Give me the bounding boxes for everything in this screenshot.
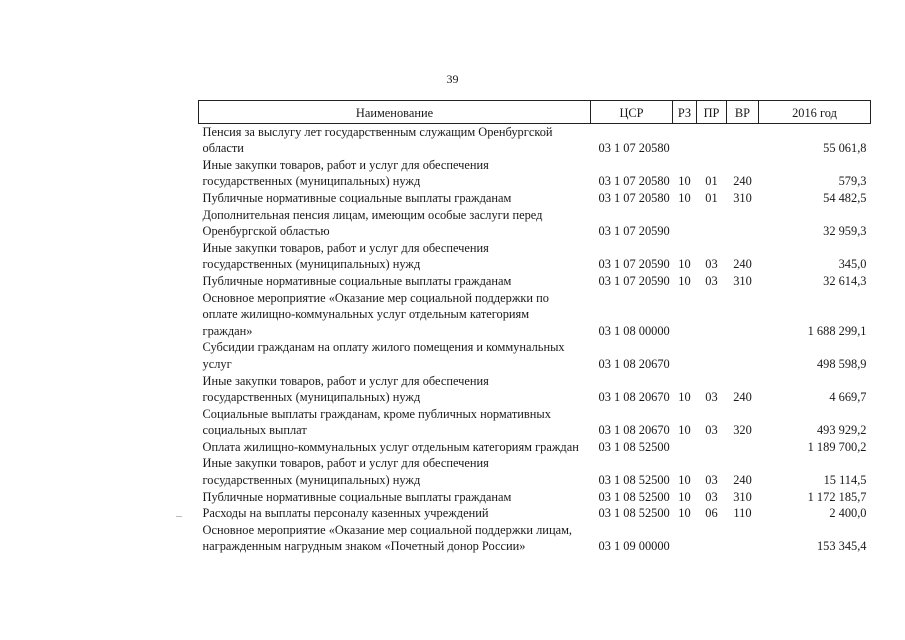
table-row xyxy=(199,339,871,372)
table-row xyxy=(199,505,871,522)
row-vr: 310 xyxy=(733,489,752,504)
row-csr: 03 1 07 20590 xyxy=(598,273,670,288)
row-sum: 54 482,5 xyxy=(823,190,867,205)
row-csr: 03 1 07 20580 xyxy=(598,174,670,189)
row-name: Иные закупки товаров, работ и услуг для обеспечения государственных (муниципальных) нужд xyxy=(202,157,489,189)
row-name: Публичные нормативные социальные выплаты гражданам xyxy=(202,273,512,288)
row-pr xyxy=(697,439,727,456)
row-pr xyxy=(697,207,727,240)
row-pr xyxy=(697,123,727,157)
row-vr xyxy=(727,123,759,157)
row-vr xyxy=(727,339,759,372)
table-row xyxy=(199,273,871,290)
row-name: Социальные выплаты гражданам, кроме публичных нормативных социальных выплат xyxy=(202,406,551,438)
table-body xyxy=(199,123,871,555)
row-rz: 10 xyxy=(678,506,691,521)
row-vr xyxy=(727,207,759,240)
row-pr xyxy=(697,290,727,340)
row-vr: 110 xyxy=(733,506,752,521)
row-pr: 01 xyxy=(705,174,718,189)
row-rz xyxy=(673,339,697,372)
page-number: 39 xyxy=(446,72,459,86)
row-rz xyxy=(673,290,697,340)
header-rz: РЗ xyxy=(673,101,697,124)
row-rz xyxy=(673,439,697,456)
row-vr: 310 xyxy=(733,190,752,205)
row-csr: 03 1 07 20580 xyxy=(598,190,670,205)
row-name: Субсидии гражданам на оплату жилого помещения и коммунальных услуг xyxy=(202,340,565,371)
header-name: Наименование xyxy=(199,101,591,124)
header-csr: ЦСР xyxy=(591,101,673,124)
row-rz: 10 xyxy=(678,174,691,189)
row-rz xyxy=(673,522,697,555)
row-sum: 1 688 299,1 xyxy=(807,323,867,338)
row-pr: 01 xyxy=(705,190,718,205)
table-row xyxy=(199,123,871,157)
row-csr: 03 1 08 52500 xyxy=(598,439,670,454)
row-sum: 32 614,3 xyxy=(823,273,867,288)
row-csr: 03 1 07 20580 xyxy=(598,141,670,156)
row-sum: 493 929,2 xyxy=(816,423,867,438)
row-vr: 240 xyxy=(733,174,752,189)
row-sum: 1 189 700,2 xyxy=(807,439,867,454)
row-sum: 345,0 xyxy=(838,257,867,272)
row-vr xyxy=(727,522,759,555)
row-csr: 03 1 07 20590 xyxy=(598,257,670,272)
row-sum: 498 598,9 xyxy=(816,356,867,371)
row-pr: 03 xyxy=(705,489,718,504)
header-year: 2016 год xyxy=(759,101,871,124)
row-csr: 03 1 08 20670 xyxy=(598,423,670,438)
row-vr xyxy=(727,290,759,340)
row-pr xyxy=(697,522,727,555)
row-rz: 10 xyxy=(678,473,691,488)
row-pr: 03 xyxy=(705,257,718,272)
row-name: Иные закупки товаров, работ и услуг для обеспечения государственных (муниципальных) нужд xyxy=(202,240,489,272)
row-rz: 10 xyxy=(678,390,691,405)
row-pr: 03 xyxy=(705,273,718,288)
row-name: Публичные нормативные социальные выплаты гражданам xyxy=(202,489,512,504)
table-row xyxy=(199,439,871,456)
row-name: Расходы на выплаты персоналу казенных учреждений xyxy=(202,506,489,521)
row-pr: 03 xyxy=(705,390,718,405)
row-csr: 03 1 08 00000 xyxy=(598,323,670,338)
row-vr: 240 xyxy=(733,390,752,405)
row-csr: 03 1 09 00000 xyxy=(598,539,670,554)
row-csr: 03 1 07 20590 xyxy=(598,224,670,239)
row-csr: 03 1 08 20670 xyxy=(598,356,670,371)
row-name: Оплата жилищно-коммунальных услуг отдельным категориям граждан xyxy=(202,439,579,454)
row-name: Дополнительная пенсия лицам, имеющим особые заслуги перед Оренбургской областью xyxy=(202,207,543,239)
header-pr: ПР xyxy=(697,101,727,124)
row-pr xyxy=(697,339,727,372)
row-rz: 10 xyxy=(678,190,691,205)
row-csr: 03 1 08 52500 xyxy=(598,489,670,504)
header-vr: ВР xyxy=(727,101,759,124)
table-row xyxy=(199,489,871,506)
row-pr: 06 xyxy=(705,506,718,521)
row-rz: 10 xyxy=(678,489,691,504)
table-row xyxy=(199,406,871,439)
table-row xyxy=(199,207,871,240)
row-name: Публичные нормативные социальные выплаты гражданам xyxy=(202,190,512,205)
row-rz: 10 xyxy=(678,257,691,272)
margin-mark xyxy=(176,516,182,517)
table-row xyxy=(199,240,871,273)
row-sum: 55 061,8 xyxy=(823,141,867,156)
row-rz: 10 xyxy=(678,273,691,288)
row-sum: 153 345,4 xyxy=(816,539,867,554)
table-row xyxy=(199,157,871,190)
row-rz: 10 xyxy=(678,423,691,438)
row-sum: 15 114,5 xyxy=(823,473,867,488)
row-name: Иные закупки товаров, работ и услуг для обеспечения государственных (муниципальных) нужд xyxy=(202,456,489,488)
row-vr: 320 xyxy=(733,423,752,438)
row-pr: 03 xyxy=(705,473,718,488)
row-vr: 240 xyxy=(733,257,752,272)
row-csr: 03 1 08 52500 xyxy=(598,473,670,488)
row-sum: 32 959,3 xyxy=(823,224,867,239)
table-header xyxy=(199,101,871,124)
row-rz xyxy=(673,207,697,240)
row-rz xyxy=(673,123,697,157)
row-name: Иные закупки товаров, работ и услуг для обеспечения государственных (муниципальных) нужд xyxy=(202,373,489,405)
row-name: Основное мероприятие «Оказание мер социальной поддержки лицам, награжденным нагрудным знаком «Почетный донор России» xyxy=(202,522,573,554)
table-row xyxy=(199,455,871,488)
row-vr: 310 xyxy=(733,273,752,288)
row-pr: 03 xyxy=(705,423,718,438)
row-vr xyxy=(727,439,759,456)
table-row xyxy=(199,373,871,406)
row-sum: 1 172 185,7 xyxy=(807,489,867,504)
table-row xyxy=(199,522,871,555)
table-row xyxy=(199,190,871,207)
row-name: Основное мероприятие «Оказание мер социальной поддержки по оплате жилищно-коммунальных услуг отдельным категориям граждан» xyxy=(202,290,549,338)
budget-table xyxy=(198,100,871,555)
row-sum: 4 669,7 xyxy=(829,390,867,405)
row-sum: 579,3 xyxy=(838,174,867,189)
row-name: Пенсия за выслугу лет государственным служащим Оренбургской области xyxy=(202,124,553,156)
table-row xyxy=(199,290,871,340)
row-csr: 03 1 08 20670 xyxy=(598,390,670,405)
row-csr: 03 1 08 52500 xyxy=(598,506,670,521)
row-sum: 2 400,0 xyxy=(829,506,867,521)
row-vr: 240 xyxy=(733,473,752,488)
